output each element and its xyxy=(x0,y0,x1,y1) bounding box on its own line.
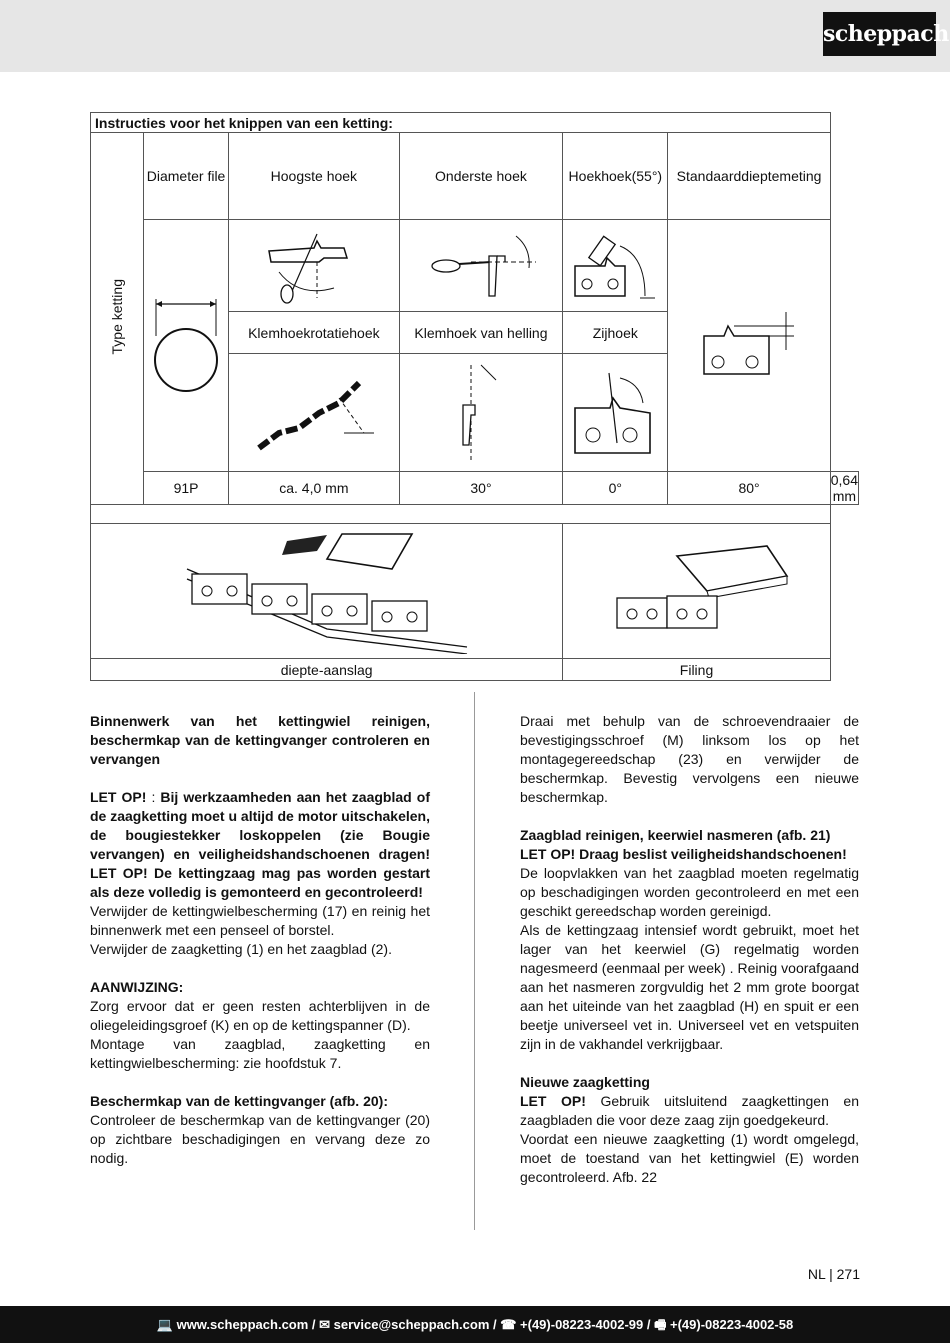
paragraph: Als de kettingzaag intensief wordt gebruikt, moet het lager van het keerwiel (G) regelmatig worden nagesmeerd (eenmaal per week) . Reinig voorafgaand aan het nasmeren zorgvuldig het 2 mm grote boorgat aan het uiteinde van het zaagblad (H) en spuit er een beetje universeel vet in. Universeel vet en vetspuiten zijn in de vakhandel verkrijgbaar. xyxy=(520,922,859,1052)
value-corner-angle: 80° xyxy=(668,472,830,505)
page-number: NL | 271 xyxy=(807,1266,860,1282)
value-type: 91P xyxy=(144,472,229,505)
section-heading: Zaagblad reinigen, keerwiel nasmeren (afb. 21) xyxy=(520,827,831,843)
section-heading: Binnenwerk van het kettingwiel reinigen, beschermkap van de kettingvanger controleren en vervangen xyxy=(90,713,430,767)
top-angle-illustration xyxy=(229,220,400,312)
paragraph: Draai met behulp van de schroevendraaier de bevestigingsschroef (M) linksom los op het montagegereedschap (23) en verwijder de beschermkap. Bevestig vervolgens een nieuwe beschermkap. xyxy=(520,713,859,805)
value-bottom-angle: 0° xyxy=(563,472,668,505)
side-angle-illustration xyxy=(563,354,668,472)
value-top-angle: 30° xyxy=(399,472,563,505)
paragraph: Montage van zaagblad, zaagketting en kettingwielbescherming: zie hoofdstuk 7. xyxy=(90,1036,430,1071)
column-divider xyxy=(474,692,475,1230)
header-bottom-angle: Onderste hoek xyxy=(399,133,563,220)
brand-logo: scheppach xyxy=(823,12,936,56)
header-clamp-incline: Klemhoek van helling xyxy=(399,312,563,354)
label-depth-gauge: diepte-aanslag xyxy=(91,659,563,681)
paragraph: De loopvlakken van het zaagblad moeten regelmatig op beschadigingen worden gecontroleerd en met een geschikt gereedschap worden gereinigd. xyxy=(520,865,859,919)
header-clamp-rotation: Klemhoekrotatiehoek xyxy=(229,312,400,354)
left-column xyxy=(90,712,430,1168)
file-diameter-illustration-cell xyxy=(144,220,229,472)
label-filing: Filing xyxy=(563,659,830,681)
right-column xyxy=(520,712,859,1187)
header-diameter: Diameter file xyxy=(144,133,229,220)
header-top-angle: Hoogste hoek xyxy=(229,133,400,220)
header-depth-gauge: Standaarddieptemeting xyxy=(668,133,830,220)
paragraph: Verwijder de kettingwielbescherming (17) en reinig het binnenwerk met een penseel of borstel. xyxy=(90,903,430,938)
paragraph: Controleer de beschermkap van de kettingvanger (20) op zichtbare beschadigingen en vervang deze zo nodig. xyxy=(90,1112,430,1166)
depth-gauge-chain-illustration xyxy=(91,524,563,659)
header-corner-angle: Hoekhoek(55°) xyxy=(563,133,668,220)
warning-paragraph: LET OP! Gebruik uitsluitend zaagkettingen en zaagbladen die voor deze zaag zijn goedgekeurd. xyxy=(520,1093,859,1128)
paragraph: Zorg ervoor dat er geen resten achterblijven in de oliegeleidingsgroef (K) en op de kettingspanner (D). xyxy=(90,998,430,1033)
header-band xyxy=(0,0,950,72)
file-circle-icon xyxy=(144,296,228,396)
filing-illustration xyxy=(563,524,830,659)
warning-line: LET OP! Draag beslist veiligheidshandschoenen! xyxy=(520,846,847,862)
depth-gauge-illustration xyxy=(668,220,830,472)
type-label-cell xyxy=(91,133,144,505)
spacer-row xyxy=(91,505,831,524)
clamp-incline-illustration xyxy=(399,354,563,472)
section-heading: Nieuwe zaagketting xyxy=(520,1074,650,1090)
value-diameter: ca. 4,0 mm xyxy=(229,472,400,505)
paragraph: Verwijder de zaagketting (1) en het zaagblad (2). xyxy=(90,941,392,957)
corner-angle-illustration xyxy=(563,220,668,312)
header-side-angle: Zijhoek xyxy=(563,312,668,354)
note-heading: AANWIJZING: xyxy=(90,979,184,995)
footer-contact: 💻 www.scheppach.com / ✉ service@scheppach.com / ☎ +(49)-08223-4002-99 / 🖷 +(49)-08223-4002-58 xyxy=(0,1306,950,1343)
clamp-rotation-illustration xyxy=(229,354,400,472)
warning-paragraph: LET OP! : Bij werkzaamheden aan het zaagblad of de zaagketting moet u altijd de motor uitschakelen, de bougiestekker loskoppelen (zie Bougie vervangen) en veiligheidshandschoenen dragen! LET OP! De kettingzaag mag pas worden gestart als deze volledig is gemonteerd en gecontroleerd! xyxy=(90,789,430,900)
paragraph: Voordat een nieuwe zaagketting (1) wordt omgelegd, moet de toestand van het kettingwiel (E) worden gecontroleerd. Afb. 22 xyxy=(520,1131,859,1185)
type-label: Type ketting xyxy=(109,279,126,355)
value-depth-gauge: 0,64 mm xyxy=(830,472,858,504)
section-heading: Beschermkap van de kettingvanger (afb. 20): xyxy=(90,1093,388,1109)
chain-sharpening-table xyxy=(90,112,859,681)
table-title: Instructies voor het knippen van een ketting: xyxy=(91,113,831,133)
bottom-angle-illustration xyxy=(399,220,563,312)
